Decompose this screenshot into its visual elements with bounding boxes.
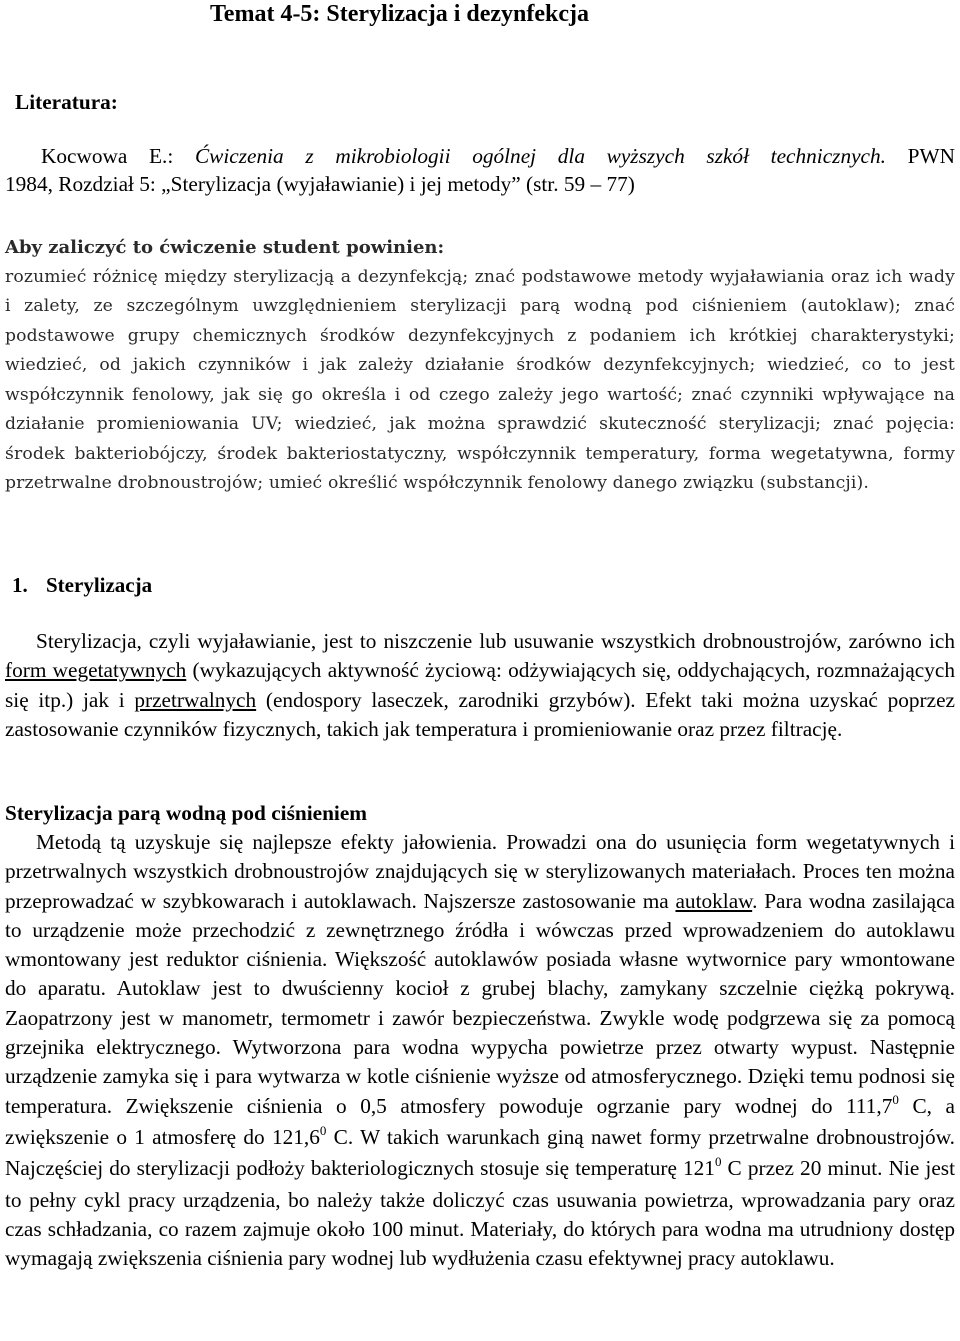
- reference-publisher: PWN: [886, 144, 956, 168]
- paragraph-text: C. W takich warunkach giną nawet formy przetrwalne drobnoustrojów. Najczęściej do sterylizacji podłoży bakteriologicznych stosuje się temperaturę 121: [5, 1124, 956, 1181]
- paragraph-text: (wykazujących aktywność życiową: odżywiających się, oddychających, rozmnażających się itp.) jak i: [5, 658, 955, 712]
- superscript-degree: 0: [892, 1091, 899, 1107]
- requirements-text: rozumieć różnicę między sterylizacją a dezynfekcją; znać podstawowe metody wyjaławiania oraz ich wady i zalety, ze szczególnym uwzględnieniem sterylizacji parą wodną pod ciśnieniem (autoklaw); znać podstawowe grupy chemicznych środków dezynfekcyjnych z podaniem ich krótkiej charakterystyki; wiedzieć, od jakich czynników i jak zależy działanie środków dezynfekcyjnych; wiedzieć, co to jest współczynnik fenolowy, jak się go określa i od czego zależy jego wartość; znać czynniki wpływające na działanie promieniowania UV; wiedzieć, jak można sprawdzić skuteczność sterylizacji; znać pojęcia: środek bakteriobójczy, środek bakteriostatyczny, współczynnik temperatury, forma wegetatywna, formy przetrwalne drobnoustrojów; umieć określić współczynnik fenolowy danego związku (substancji).: [5, 266, 955, 493]
- section-heading-sterylizacja: [12, 571, 152, 600]
- literature-reference-line1: [5, 142, 955, 170]
- page-title: Temat 4-5: Sterylizacja i dezynfekcja: [210, 1, 590, 27]
- link-przetrwalnych[interactable]: przetrwalnych: [134, 687, 257, 712]
- paragraph-text: C przez 20 minut. Nie jest to pełny cykl pracy urządzenia, bo należy także doliczyć czas usuwania powietrza, wprowadzania pary oraz czas schładzania, co razem zajmuje około 100 minut. Materiały, do których para wodna ma utrudniony dostęp wymagają zwiększenia ciśnienia pary wodnej lub wydłużenia czasu efektywnej pracy autoklawu.: [5, 1156, 955, 1271]
- link-form-wegetatywnych[interactable]: form wegetatywnych: [5, 658, 187, 683]
- paragraph-text: . Para wodna zasilająca to urządzenie może przechodzić z zewnętrznego źródła i wówczas przed wprowadzeniem do autoklawu wmontowany jest reduktor ciśnienia. Większość autoklawów posiada własne wytwornice pary wmontowane do aparatu. Autoklaw jest to dwuścienny kocioł z grubej blachy, zamykany szczelnie ciężką pokrywą. Zaopatrzony jest w manometr, termometr i zawór bezpieczeństwa. Zwykle wodę podgrzewa się za pomocą grzejnika elektrycznego. Wytworzona para wodna wypycha powietrze przez otwarty wypust. Następnie urządzenie zamyka się i para wytwarza w kotle ciśnienie wyższe od atmosferycznego. Dzięki temu podnosi się temperatura. Zwiększenie ciśnienia o 0,5 atmosfery powoduje ogrzanie pary wodnej do 111,7: [5, 888, 956, 1118]
- superscript-degree: 0: [319, 1122, 327, 1138]
- literature-heading: Literatura:: [15, 90, 118, 114]
- paragraph-text: (endospory laseczek, zarodniki grzybów). Efekt taki można uzyskać poprzez zastosowanie czynników fizycznych, takich jak temperatura i promieniowanie oraz przez filtrację.: [5, 687, 955, 741]
- reference-author: Kocwowa E.:: [41, 144, 195, 168]
- requirements-section: [5, 233, 955, 499]
- paragraph-text: C, a zwiększenie o 1 atmosferę do 121,6: [5, 1093, 955, 1149]
- reference-title: Ćwiczenia z mikrobiologii ogólnej dla wyższych szkół technicznych.: [194, 144, 886, 168]
- requirements-heading: Aby zaliczyć to ćwiczenie student powinien:: [5, 237, 445, 258]
- subsection-heading: Sterylizacja parą wodną pod ciśnieniem: [5, 801, 368, 825]
- superscript-degree: 0: [714, 1154, 722, 1170]
- section-paragraph: [5, 627, 955, 744]
- paragraph-text: Sterylizacja, czyli wyjaławianie, jest to niszczenie lub usuwanie wszystkich drobnoustrojów, zarówno ich: [36, 629, 955, 653]
- subsection-paragraph: [5, 828, 955, 1273]
- section-title: Sterylizacja: [46, 573, 153, 597]
- section-number: 1.: [12, 573, 28, 597]
- literature-reference-line2: 1984, Rozdział 5: „Sterylizacja (wyjaławianie) i jej metody” (str. 59 – 77): [5, 172, 635, 196]
- literature-reference: [5, 142, 955, 198]
- paragraph-text: Metodą tą uzyskuje się najlepsze efekty jałowienia. Prowadzi ona do usunięcia form wegetatywnych i przetrwalnych wszystkich drobnoustrojów znajdujących się w sterylizowanych materiałach. Proces ten można przeprowadzać w szybkowarach i autoklawach. Najszersze zastosowanie ma: [5, 830, 955, 913]
- link-autoklaw[interactable]: autoklaw: [675, 888, 753, 913]
